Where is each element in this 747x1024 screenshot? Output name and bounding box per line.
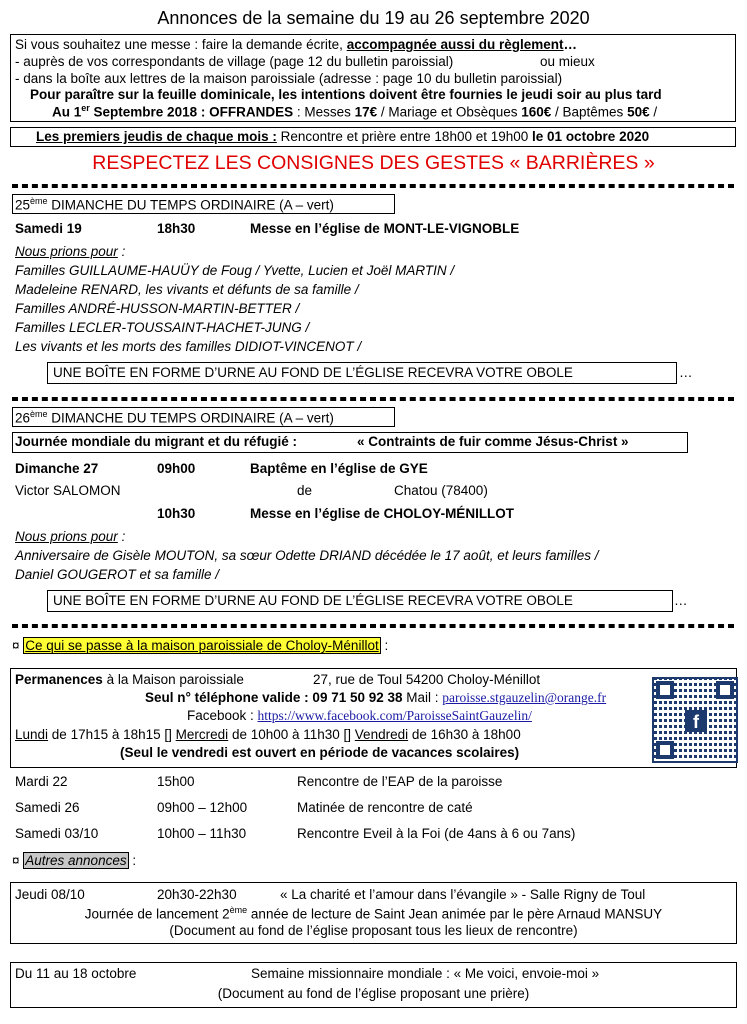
bapt-name: Victor SALOMON	[15, 483, 121, 498]
semaine-line2: (Document au fond de l’église proposant une prière)	[217, 986, 530, 1001]
offrandes-sup: er	[81, 103, 90, 113]
facebook-icon: f	[685, 710, 707, 732]
intro-text: Si vous souhaitez une messe : faire la demande écrite,	[15, 37, 347, 52]
facebook-line	[187, 708, 532, 724]
prions-colon: :	[117, 529, 126, 544]
jeudi-line2-sup: ème	[229, 905, 248, 915]
maison-label: Ce qui se passe à la maison paroissiale de Choloy-Ménillot	[25, 638, 379, 653]
agenda-time-0: 15h00	[157, 774, 195, 789]
intro-line-5	[52, 103, 657, 120]
intro-ellipsis: …	[563, 37, 578, 52]
agenda-time-1: 09h00 – 12h00	[157, 800, 248, 815]
offrandes-prefix: Au 1	[52, 104, 82, 120]
dim26-intention-0: Anniversaire de Gisèle MOUTON, sa sœur Odette DRIAND décédée le 17 août, et leurs familles /	[15, 548, 599, 563]
dim26-time1: 09h00	[157, 461, 196, 476]
page-title: Annonces de la semaine du 19 au 26 septembre 2020	[157, 8, 590, 28]
jeudis-line	[36, 129, 649, 144]
agenda-event-1: Matinée de rencontre de caté	[297, 800, 473, 815]
journee-line	[15, 434, 629, 449]
permanences-line	[15, 672, 244, 687]
permanences-adresse: 27, rue de Toul 54200 Choloy-Ménillot	[313, 672, 541, 687]
vendredi-hours: de 16h30 à 18h00	[408, 727, 521, 742]
consignes-heading: RESPECTEZ LES CONSIGNES DES GESTES « BARRIÈRES »	[92, 152, 655, 174]
jeudis-label: Les premiers jeudis de chaque mois :	[36, 129, 277, 144]
vacances-note: (Seul le vendredi est ouvert en période de vacances scolaires)	[120, 745, 520, 760]
permanences-label: Permanences	[15, 672, 103, 687]
agenda-event-0: Rencontre de l’EAP de la paroisse	[297, 774, 503, 789]
journee-label: Journée mondiale du migrant et du réfugié :	[15, 434, 298, 449]
offrandes-label: Septembre 2018 : OFFRANDES	[89, 104, 294, 120]
autres-heading	[12, 853, 136, 868]
intro-line-2b: ou mieux	[540, 54, 595, 69]
dim25-intention-2: Familles ANDRÉ-HUSSON-MARTIN-BETTER /	[15, 301, 300, 316]
urne-text: UNE BOÎTE EN FORME D’URNE AU FOND DE L’ÉGLISE RECEVRA VOTRE OBOLE	[53, 365, 573, 380]
agenda-day-2: Samedi 03/10	[15, 826, 99, 841]
messes-price: 17€	[354, 104, 378, 120]
autres-colon: :	[128, 853, 137, 868]
dim25-num: 25	[15, 197, 31, 213]
bapt-place: Chatou (78400)	[394, 483, 488, 498]
horaires-line	[15, 727, 521, 742]
dim25-intention-1: Madeleine RENARD, les vivants et défunts de sa famille /	[15, 282, 359, 297]
maison-colon: :	[380, 638, 389, 653]
urne-text: UNE BOÎTE EN FORME D’URNE AU FOND DE L’ÉGLISE RECEVRA VOTRE OBOLE	[53, 593, 573, 608]
separator	[12, 184, 734, 188]
separator	[12, 624, 734, 628]
jeudis-text: Rencontre et prière entre 18h00 et 19h00	[276, 129, 533, 144]
dim25-title-text: DIMANCHE DU TEMPS ORDINAIRE (A – vert)	[47, 197, 334, 213]
dim26-event2: Messe en l’église de CHOLOY-MÉNILLOT	[250, 506, 515, 521]
lundi-label: Lundi	[15, 727, 49, 742]
mariage-label: / Mariage et Obsèques	[377, 104, 522, 120]
mail-label: Mail :	[402, 690, 443, 705]
dim25-urne-dots: …	[679, 365, 693, 380]
dim25-sup: ème	[30, 196, 48, 206]
dim26-event1: Baptême en l’église de GYE	[250, 461, 428, 476]
bullet-icon: ¤	[12, 638, 24, 653]
separator	[12, 397, 734, 401]
intro-line-2: - auprès de vos correspondants de village (page 12 du bulletin paroissial)	[15, 54, 454, 69]
journee-theme: « Contraints de fuir comme Jésus-Christ »	[357, 434, 629, 449]
mariage-price: 160€	[521, 104, 552, 120]
agenda-time-2: 10h00 – 11h30	[157, 826, 247, 841]
dim25-title	[15, 196, 334, 213]
tel-label: Seul n° téléphone valide : 09 71 50 92 38	[145, 690, 403, 705]
dim25-day: Samedi 19	[15, 221, 82, 236]
facebook-link[interactable]: https://www.facebook.com/ParoisseSaintGauzelin/	[257, 708, 532, 723]
dim26-title-text: DIMANCHE DU TEMPS ORDINAIRE (A – vert)	[47, 410, 334, 426]
dim26-day: Dimanche 27	[15, 461, 99, 476]
lundi-hours: de 17h15 à 18h15 []	[48, 727, 176, 742]
intro-line-4: Pour paraître sur la feuille dominicale, les intentions doivent être fournies le jeudi soir au plus tard	[30, 87, 662, 102]
dim25-prions	[15, 244, 125, 259]
baptemes-price: 50€	[627, 104, 650, 120]
vendredi-label: Vendredi	[354, 727, 409, 742]
dim25-urne	[53, 365, 573, 380]
semaine-dates: Du 11 au 18 octobre	[15, 966, 137, 981]
dim26-prions	[15, 529, 125, 544]
intro-line-1	[15, 37, 577, 52]
prions-colon: :	[117, 244, 126, 259]
jeudis-le: le	[532, 129, 544, 144]
qr-code-icon	[652, 677, 738, 763]
jeudi-day: Jeudi 08/10	[15, 887, 85, 902]
dim26-intention-1: Daniel GOUGEROT et sa famille /	[15, 567, 220, 582]
dim26-title	[15, 409, 334, 426]
jeudi-time: 20h30-22h30	[157, 887, 237, 902]
offrandes-end: /	[649, 104, 658, 120]
agenda-day-0: Mardi 22	[15, 774, 68, 789]
dim26-urne-dots: …	[674, 593, 688, 608]
mail-link[interactable]: paroisse.stgauzelin@orange.fr	[442, 690, 607, 705]
jeudi-title: « La charité et l’amour dans l’évangile » - Salle Rigny de Toul	[280, 887, 646, 902]
prions-label: Nous prions pour	[15, 244, 118, 259]
jeudi-line2-b: année de lecture de Saint Jean animée par le père Arnaud MANSUY	[247, 906, 663, 922]
jeudi-line2	[10, 905, 737, 922]
dim25-intention-3: Familles LECLER-TOUSSAINT-HACHET-JUNG /	[15, 320, 310, 335]
intro-line-3: - dans la boîte aux lettres de la maison paroissiale (adresse : page 10 du bulletin paroissial)	[15, 71, 563, 86]
baptemes-label: / Baptêmes	[551, 104, 628, 120]
bapt-de: de	[297, 483, 313, 498]
jeudi-line2-a: Journée de lancement 2	[84, 906, 230, 922]
dim25-event: Messe en l’église de MONT-LE-VIGNOBLE	[250, 221, 520, 236]
dim26-sup: ème	[30, 409, 48, 419]
dim26-num: 26	[15, 410, 31, 426]
dim26-time2: 10h30	[157, 506, 196, 521]
agenda-event-2: Rencontre Eveil à la Foi (de 4ans à 6 ou 7ans)	[297, 826, 576, 841]
bullet-icon: ¤	[12, 853, 24, 868]
agenda-day-1: Samedi 26	[15, 800, 80, 815]
facebook-label: Facebook :	[187, 708, 258, 723]
dim25-intention-0: Familles GUILLAUME-HAUÜY de Foug / Yvette, Lucien et Joël MARTIN /	[15, 263, 455, 278]
dim25-intention-4: Les vivants et les morts des familles DIDIOT-VINCENOT /	[15, 339, 362, 354]
contact-line	[145, 690, 606, 706]
dim25-time: 18h30	[157, 221, 196, 236]
maison-heading	[12, 638, 388, 653]
messes-label: : Messes	[293, 104, 355, 120]
mercredi-hours: de 10h00 à 11h30 []	[228, 727, 355, 742]
semaine-text: Semaine missionnaire mondiale : « Me voici, envoie-moi »	[251, 966, 600, 981]
dim26-urne	[53, 593, 573, 608]
mercredi-label: Mercredi	[175, 727, 229, 742]
jeudi-line3: (Document au fond de l’église proposant tous les lieux de rencontre)	[169, 923, 578, 938]
prions-label: Nous prions pour	[15, 529, 118, 544]
permanences-lieu: à la Maison paroissiale	[102, 672, 244, 687]
jeudis-date: 01 octobre 2020	[543, 129, 650, 144]
autres-label: Autres annonces	[25, 853, 127, 868]
intro-emphasis: accompagnée aussi du règlement	[346, 37, 564, 52]
